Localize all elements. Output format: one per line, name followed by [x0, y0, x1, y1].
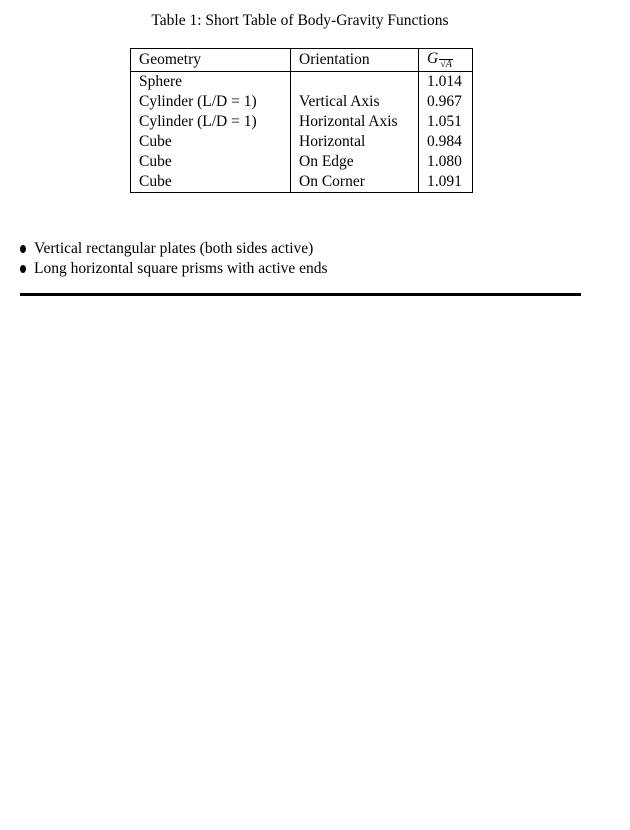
body-gravity-table [130, 48, 473, 193]
list-item [20, 259, 328, 279]
header-g-sqrt-a [419, 49, 473, 72]
cell-value: 0.967 [419, 92, 473, 112]
cell-orientation: Horizontal [291, 132, 419, 152]
bullet-icon [20, 245, 26, 253]
table-header-row [131, 49, 473, 72]
cell-geometry: Cylinder (L/D = 1) [131, 92, 291, 112]
cell-orientation: On Corner [291, 172, 419, 193]
table-row [131, 72, 473, 93]
cell-geometry: Cube [131, 152, 291, 172]
g-symbol: G [427, 50, 439, 67]
cell-geometry: Cube [131, 132, 291, 152]
cell-geometry: Sphere [131, 72, 291, 93]
horizontal-rule [20, 293, 581, 296]
header-orientation: Orientation [291, 49, 419, 72]
list-item-text: Vertical rectangular plates (both sides active) [34, 240, 314, 257]
table-row [131, 92, 473, 112]
cell-geometry: Cube [131, 172, 291, 193]
g-subscript: √A [440, 59, 452, 70]
header-geometry: Geometry [131, 49, 291, 72]
cell-value: 1.080 [419, 152, 473, 172]
table-caption: Table 1: Short Table of Body-Gravity Functions [151, 12, 449, 29]
cell-value: 1.091 [419, 172, 473, 193]
cell-orientation: Vertical Axis [291, 92, 419, 112]
cell-orientation [291, 72, 419, 93]
table-row [131, 152, 473, 172]
list-item-text: Long horizontal square prisms with active ends [34, 260, 328, 277]
cell-orientation: On Edge [291, 152, 419, 172]
cell-value: 0.984 [419, 132, 473, 152]
cell-geometry: Cylinder (L/D = 1) [131, 112, 291, 132]
table-row [131, 172, 473, 193]
bullet-list [20, 239, 328, 279]
table-row [131, 132, 473, 152]
cell-orientation: Horizontal Axis [291, 112, 419, 132]
list-item [20, 239, 328, 259]
cell-value: 1.051 [419, 112, 473, 132]
table-row [131, 112, 473, 132]
cell-value: 1.014 [419, 72, 473, 93]
bullet-icon [20, 265, 26, 273]
